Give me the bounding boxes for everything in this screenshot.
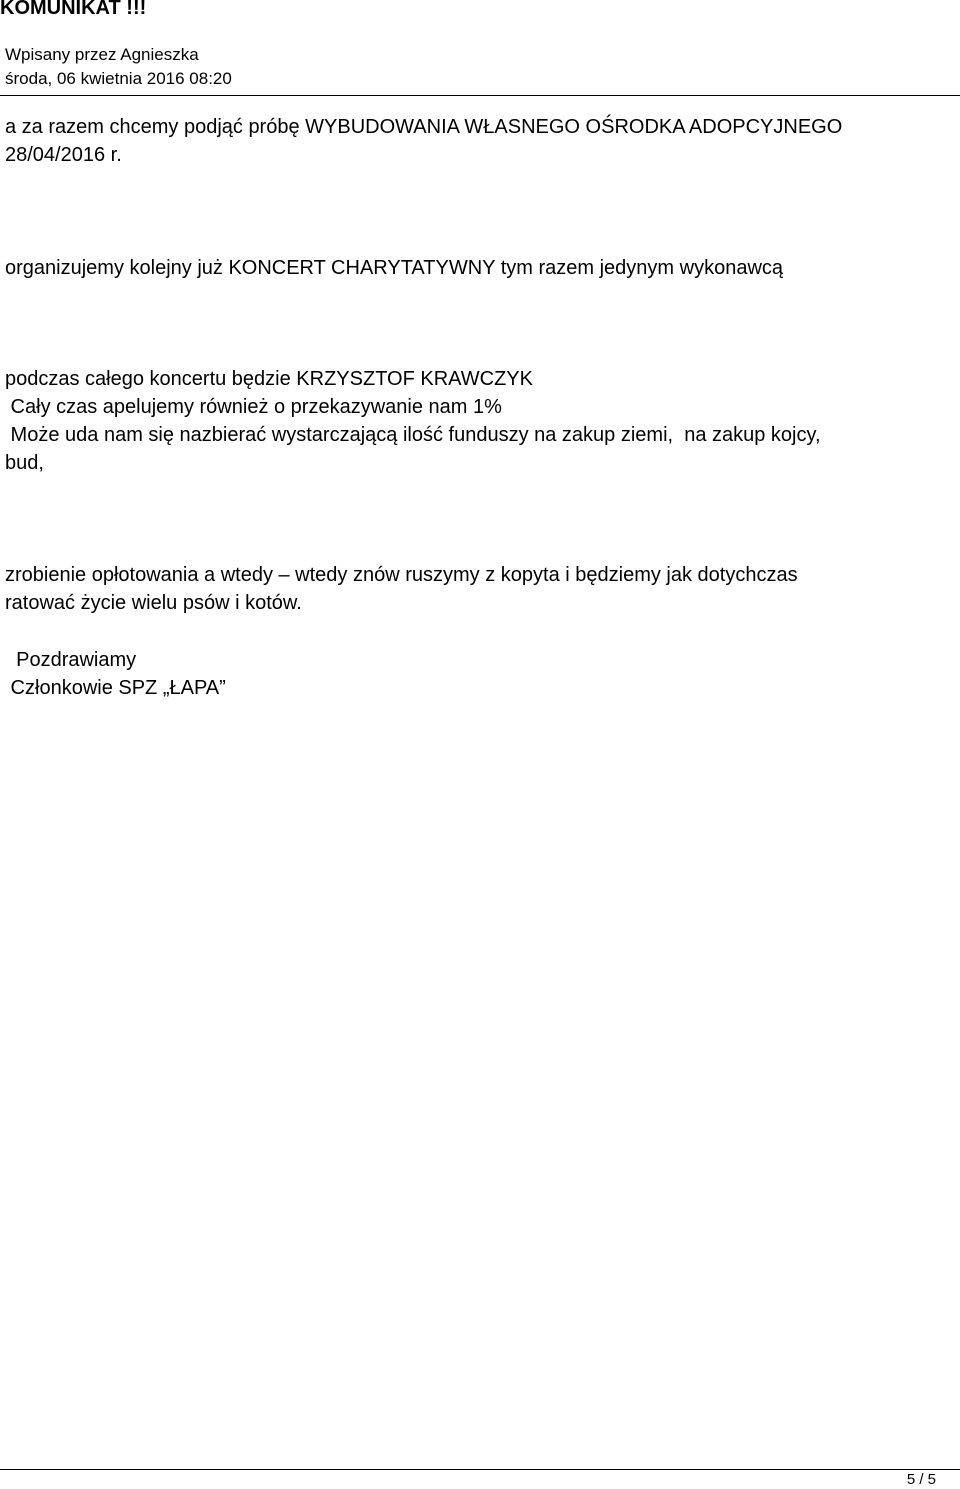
page-number: 5 / 5	[906, 1471, 936, 1488]
date-line: środa, 06 kwietnia 2016 08:20	[5, 69, 232, 88]
body-line: organizujemy kolejny już KONCERT CHARYTATYWNY tym razem jedynym wykonawcą	[5, 257, 784, 279]
body-line: Może uda nam się nazbierać wystarczającą ilość funduszy na zakup ziemi, na zakup kojcy,	[5, 424, 821, 446]
body-line: ratować życie wielu psów i kotów.	[5, 592, 302, 614]
header-divider	[0, 95, 960, 96]
signature: Członkowie SPZ „ŁAPA”	[5, 677, 226, 699]
body-line: a za razem chcemy podjąć próbę WYBUDOWANIA WŁASNEGO OŚRODKA ADOPCYJNEGO	[5, 116, 843, 138]
author-line: Wpisany przez Agnieszka	[5, 45, 199, 64]
body-line: Cały czas apelujemy również o przekazywanie nam 1%	[5, 396, 502, 418]
body-line: bud,	[5, 452, 44, 474]
body-line: zrobienie opłotowania a wtedy – wtedy znów ruszymy z kopyta i będziemy jak dotychczas	[5, 564, 798, 586]
body-line: podczas całego koncertu będzie KRZYSZTOF KRAWCZYK	[5, 368, 533, 390]
document-title: KOMUNIKAT !!!	[0, 0, 147, 19]
greeting: Pozdrawiamy	[5, 649, 137, 671]
body-line: 28/04/2016 r.	[5, 144, 122, 166]
footer-divider	[0, 1469, 960, 1470]
